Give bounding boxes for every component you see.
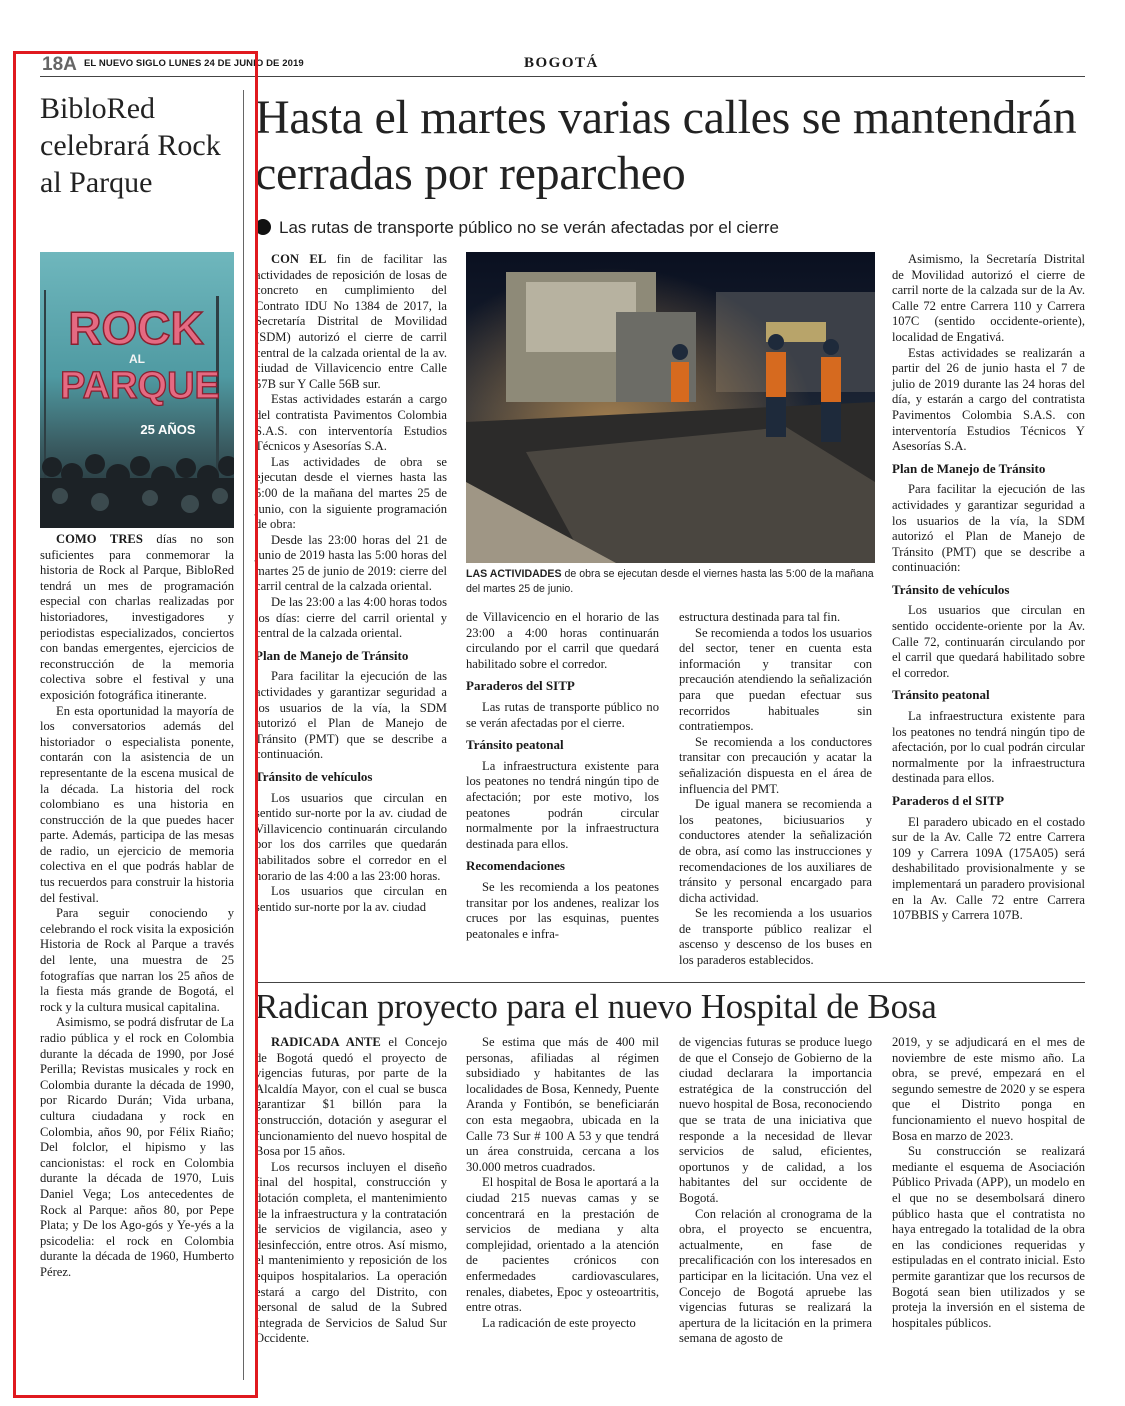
article1-col1-p5: De las 23:00 a las 4:00 horas todos los días: cierre del carril oriental y central de la calzada oriental.	[255, 595, 447, 641]
sidebar-paragraph-4: Asimismo, se podrá disfrutar de La radio pública y el rock en Colombia durante la década de 1990, por José Perilla; Revistas musicales y rock en Colombia durante la década de 1990, por Ricardo Durán; Vida urbana, cultura ciudadana y rock en Colombia, años 90, por Félix Riaño; Del folclor, el hipismo y las cancionistas: el rock en Colombia durante la década de 1970, Luis Daniel Vega; Los antecedentes de Rock al Parque: años 80, por Pepe Plata; y De los Ago-gós y Ye-yés a la psicodelia: el rock en Colombia durante la década de 1960, Humberto Pérez.	[40, 1015, 234, 1279]
article2-col3-p2: Con relación al cronograma de la obra, el proyecto se encuentra, actualmente, en fase de precalificación con los interesados en participar en la licitación. Una vez el Concejo de Bogotá apruebe las vigencias futuras se realizará la apertura de la licitación en la primera semana de agosto de	[679, 1206, 872, 1346]
article1-col4-p6: El paradero ubicado en el costado sur de la Av. Calle 72 entre Carrera 109 y Carrera 109A (175A05) será deshabilitado provisionalmente y se implementará un paradero provisional en la Av. Calle 72 entre Carrera 107BBIS y Carrera 107B.	[892, 814, 1085, 923]
article1-col3-p5: Se les recomienda a los usuarios de transporte público realizar el ascenso y descenso de los buses en los paraderos establecidos.	[679, 906, 872, 968]
article1-headline: Hasta el martes varias calles se mantendrán cerradas por reparcheo	[255, 91, 1077, 200]
article1-col3-p4: De igual manera se recomienda a los peatones, biciusuarios y conductores atender la señalización de obra, así como las instrucciones y recomendaciones de los auxiliares de tránsito y personal encargado para dicha actividad.	[679, 797, 872, 905]
sidebar-title: BibloRed celebrará Rock al Parque	[40, 92, 221, 199]
article1-col1-p6: Para facilitar la ejecución de las actividades y garantizar seguridad a los usuarios de la vía, la SDM autorizó el Plan de Manejo de Tránsito (PMT) que se describe a continuación.	[255, 669, 447, 762]
article1-col2-heading-1: Paraderos del SITP	[466, 678, 575, 694]
article2-lead: RADICADA ANTE	[271, 1035, 381, 1049]
article2-col4-p2: Su construcción se realizará mediante el esquema de Asociación Público Privada (APP), un modelo en el que no se desembolsará dinero público hasta que el contratista no haya entregado la totalidad de la obra en las condiciones requeridas y estipuladas en el contrato inicial. Esto permite garantizar que los recursos de Bogotá sean bien utilizados y se proteja la inversión en el sistema de hospitales públicos.	[892, 1144, 1085, 1330]
article1-col4-p2: Estas actividades se realizarán a partir del 26 de junio hasta el 7 de julio de 2019 durante las 24 horas del día, y estarán a cargo del contratista Pavimentos Colombia S.A.S. con interventoría Estudios Técnicos Y Asesorías S.A.	[892, 345, 1085, 454]
article1-column-3	[679, 610, 872, 969]
section-name: BOGOTÁ	[524, 55, 599, 71]
article2-headline: Radican proyecto para el nuevo Hospital de Bosa	[255, 987, 937, 1026]
article1-col1-heading-2: Tránsito de vehículos	[255, 769, 373, 784]
road-works-photo	[466, 252, 875, 563]
article1-col4-heading-1: Plan de Manejo de Tránsito	[892, 460, 1046, 476]
article1-subhead: Las rutas de transporte público no se verán afectadas por el cierre	[255, 218, 1085, 238]
poster-parque-text: PARQUE	[60, 365, 220, 407]
article1-col2-p1: de Villavicencio en el horario de las 23:00 a 4:00 horas continuarán circulando por el carril que quedará habilitado sobre el corredor.	[466, 610, 659, 671]
sidebar-paragraph-3: Para seguir conociendo y celebrando el rock visita la exposición Historia de Rock al Parque a través del lente, una muestra de 25 fotografías que narran los 25 años de la fiesta más grande de Bogotá, el rock y la cultura musical capitalina.	[40, 906, 234, 1014]
article2-col1-p1: el Concejo de Bogotá quedó el proyecto de vigencias futuras, por parte de la Alcaldía Mayor, con el cual se busca garantizar $1 billón para la construcción, dotación y asegurar el funcionamiento del nuevo hospital de Bosa por 15 años.	[255, 1035, 448, 1159]
publication-dateline: EL NUEVO SIGLO LUNES 24 DE JUNIO DE 2019	[84, 58, 304, 69]
article1-col4-heading-4: Paraderos d el SITP	[892, 793, 1005, 808]
article1-col2-heading-3: Recomendaciones	[466, 858, 565, 874]
article1-col1-p3: Las actividades de obra se ejecutan desde el viernes hasta las 5:00 de la mañana del martes 25 de junio, con la siguiente programación de obra:	[255, 454, 447, 532]
article1-col4-p4: Los usuarios que circulan en sentido occidente-oriente por la Av. Calle 72, continuarán circulando por el carril que quedará habilitado sobre el corredor.	[892, 603, 1085, 680]
article2-col3-p1: de vigencias futuras se produce luego de que el Consejo de Gobierno de la ciudad declarara la importancia estratégica de la construcción del nuevo hospital de Bosa, reconociendo que se trata de una iniciativa que responde a la necesidad de llevar servicios de salud, eficientes, oportunos y de calidad, a los habitantes del sur occidente de Bogotá.	[679, 1035, 872, 1205]
article1-col1-p4: Desde las 23:00 horas del 21 de junio de 2019 hasta las 5:00 horas del martes 25 de junio de 2019: cierre del carril central de la calzada oriental.	[255, 532, 447, 594]
article1-photo	[466, 252, 875, 563]
poster-rock-text: ROCK	[68, 302, 204, 354]
article-separator	[255, 982, 1085, 983]
article2-col1-p2: Los recursos incluyen el diseño final del hospital, construcción y dotación completa, el mantenimiento de la infraestructura y la contratación de servicios de vigilancia, aseo y desinfección, entre otros. Así mismo, el mantenimiento y reposición de los equipos hospitalarios. La operación estará a cargo del Distrito, con personal de salud de la Subred Integrada de Servicios de Salud Sur Occidente.	[255, 1159, 447, 1346]
article1-col1-heading-1: Plan de Manejo de Tránsito	[255, 647, 409, 663]
poster-anos-text: 25 AÑOS	[140, 422, 196, 437]
photo-caption: LAS ACTIVIDADES de obra se ejecutan desde el viernes hasta las 5:00 de la mañana del martes 25 de junio.	[466, 568, 874, 595]
sidebar-lead: COMO TRES	[56, 532, 143, 546]
article1-lead: CON EL	[271, 252, 327, 266]
sidebar-paragraph-1: días no son suficientes para conmemorar la historia de Rock al Parque, BibloRed tendrá un mes de programación especial con charlas realizadas por historiadores, investigadores y periodistas especializados, conciertos con bandas emergentes, ejercicios de reconstrucción de la memoria colectiva sobre el festival y una exposición fotográfica itinerante.	[40, 532, 234, 702]
sidebar-paragraph-2: En esta oportunidad la mayoría de los conversatorios además del historiador o especialista ponente, contarán con la asistencia de un representante de la escena musical de la década. La historia del rock colombiano es una historia en construcción de la que puedes hacer parte. Además, participa de las mesas de radio, un ejercicio de memoria colectiva en el que podrás hablar de tus recuerdos para construir la historia del festival.	[40, 703, 234, 905]
article2-col2-p1: Se estima que más de 400 mil personas, afiliadas al régimen subsidiado y habitantes de las localidades de Bosa, Kennedy, Puente Aranda y Fontibón, se beneficiarán con esta megaobra, ubicada en la Calle 73 Sur # 100 A 53 y que tendrá un área construida, cercana a los 30.000 metros cuadrados.	[466, 1035, 659, 1174]
article1-col1-p8: Los usuarios que circulan en sentido sur-norte por la av. ciudad	[255, 884, 447, 914]
highlight-box	[13, 51, 258, 1398]
article2-col4-p1: 2019, y se adjudicará en el mes de noviembre de este mismo año. La obra, se prevé, empezará en el segundo semestre de 2020 y se espera que el Distrito ponga en funcionamiento el nuevo hospital de Bosa en marzo de 2023.	[892, 1035, 1085, 1143]
article2-column-2	[466, 1035, 659, 1331]
page-number: 18A	[42, 54, 77, 75]
article1-col1-p7: Los usuarios que circulan en sentido sur-norte por la av. ciudad de Villavicencio continuarán circulando por los dos carriles que quedarán habilitados sobre el corredor en el horario de las 4:00 a las 23:00 horas.	[255, 790, 447, 883]
article1-col3-p2: Se recomienda a todos los usuarios del sector, tener en cuenta esta información y transitar con precaución atendiendo la señalización para que puedan efectuar sus recorridos habituales sin contratiempos.	[679, 625, 872, 734]
article1-col4-heading-3: Tránsito peatonal	[892, 687, 990, 703]
article1-col3-p3: Se recomienda a los conductores transitar con precaución y acatar la señalización dispuesta en el área de influencia del PMT.	[679, 734, 872, 796]
article2-column-3	[679, 1035, 872, 1347]
article1-col2-p3: La infraestructura existente para los peatones no tendrá ningún tipo de afectación; por este motivo, los peatones podrán circular normalmente por la infraestructura destinada para ellos.	[466, 758, 659, 851]
article1-col4-p1: Asimismo, la Secretaría Distrital de Movilidad autorizó el cierre de carril norte de la calzada sur de la Av. Calle 72 entre Carrera 110 y Carrera 107C (sentido occidente-oriente), localidad de Engativá.	[892, 252, 1085, 344]
article2-col2-p2: El hospital de Bosa le aportará a la ciudad 215 nuevas camas y se concentrará en la prestación de servicios de mediana y alta complejidad, orientado a la atención de pacientes crónicos con enfermedades cardiovasculares, renales, diabetes, Epoc y osteoartritis, entre otras.	[466, 1175, 659, 1315]
article1-col2-p2: Las rutas de transporte público no se verán afectadas por el cierre.	[466, 699, 659, 730]
article2-column-4	[892, 1035, 1085, 1331]
article1-col1-p2: Estas actividades estarán a cargo del contratista Pavimentos Colombia S.A.S. con interventoría Estudios Técnicos y Asesorías S.A.	[255, 392, 447, 454]
article1-col4-p5: La infraestructura existente para los peatones no tendrá ningún tipo de afectación, por lo cual podrán circular normalmente por la infraestructura destinada para ellos.	[892, 709, 1085, 786]
article1-column-2	[466, 610, 659, 942]
article1-col1-p1: fin de facilitar las actividades de reposición de losas de concreto en cumplimiento del Contrato IDU No 1384 de 2017, la Secretaría Distrital de Movilidad (SDM) autorizó el cierre de carril central de la calzada oriental de la av. ciudad de Villavicencio entre Calle 57B sur Y Calle 56B sur.	[255, 252, 447, 391]
article1-column-4	[892, 252, 1085, 924]
article1-col4-p3: Para facilitar la ejecución de las actividades y garantizar seguridad a los usuarios de la vía, la SDM autorizó el Plan de Manejo de Tránsito (PMT) que se describe a continuación:	[892, 482, 1085, 575]
article1-col2-p4: Se les recomienda a los peatones transitar por los andenes, realizar los cruces por las esquinas, puentes peatonales e infra-	[466, 879, 659, 941]
poster-al-text: AL	[129, 352, 145, 366]
article1-col2-heading-2: Tránsito peatonal	[466, 737, 564, 753]
article1-col4-heading-2: Tránsito de vehículos	[892, 581, 1010, 597]
article1-column-1	[255, 252, 447, 915]
article2-column-1	[255, 1035, 447, 1347]
article2-col2-p3: La radicación de este proyecto	[482, 1315, 636, 1330]
article1-col3-p1: estructura destinada para tal fin.	[679, 610, 841, 624]
